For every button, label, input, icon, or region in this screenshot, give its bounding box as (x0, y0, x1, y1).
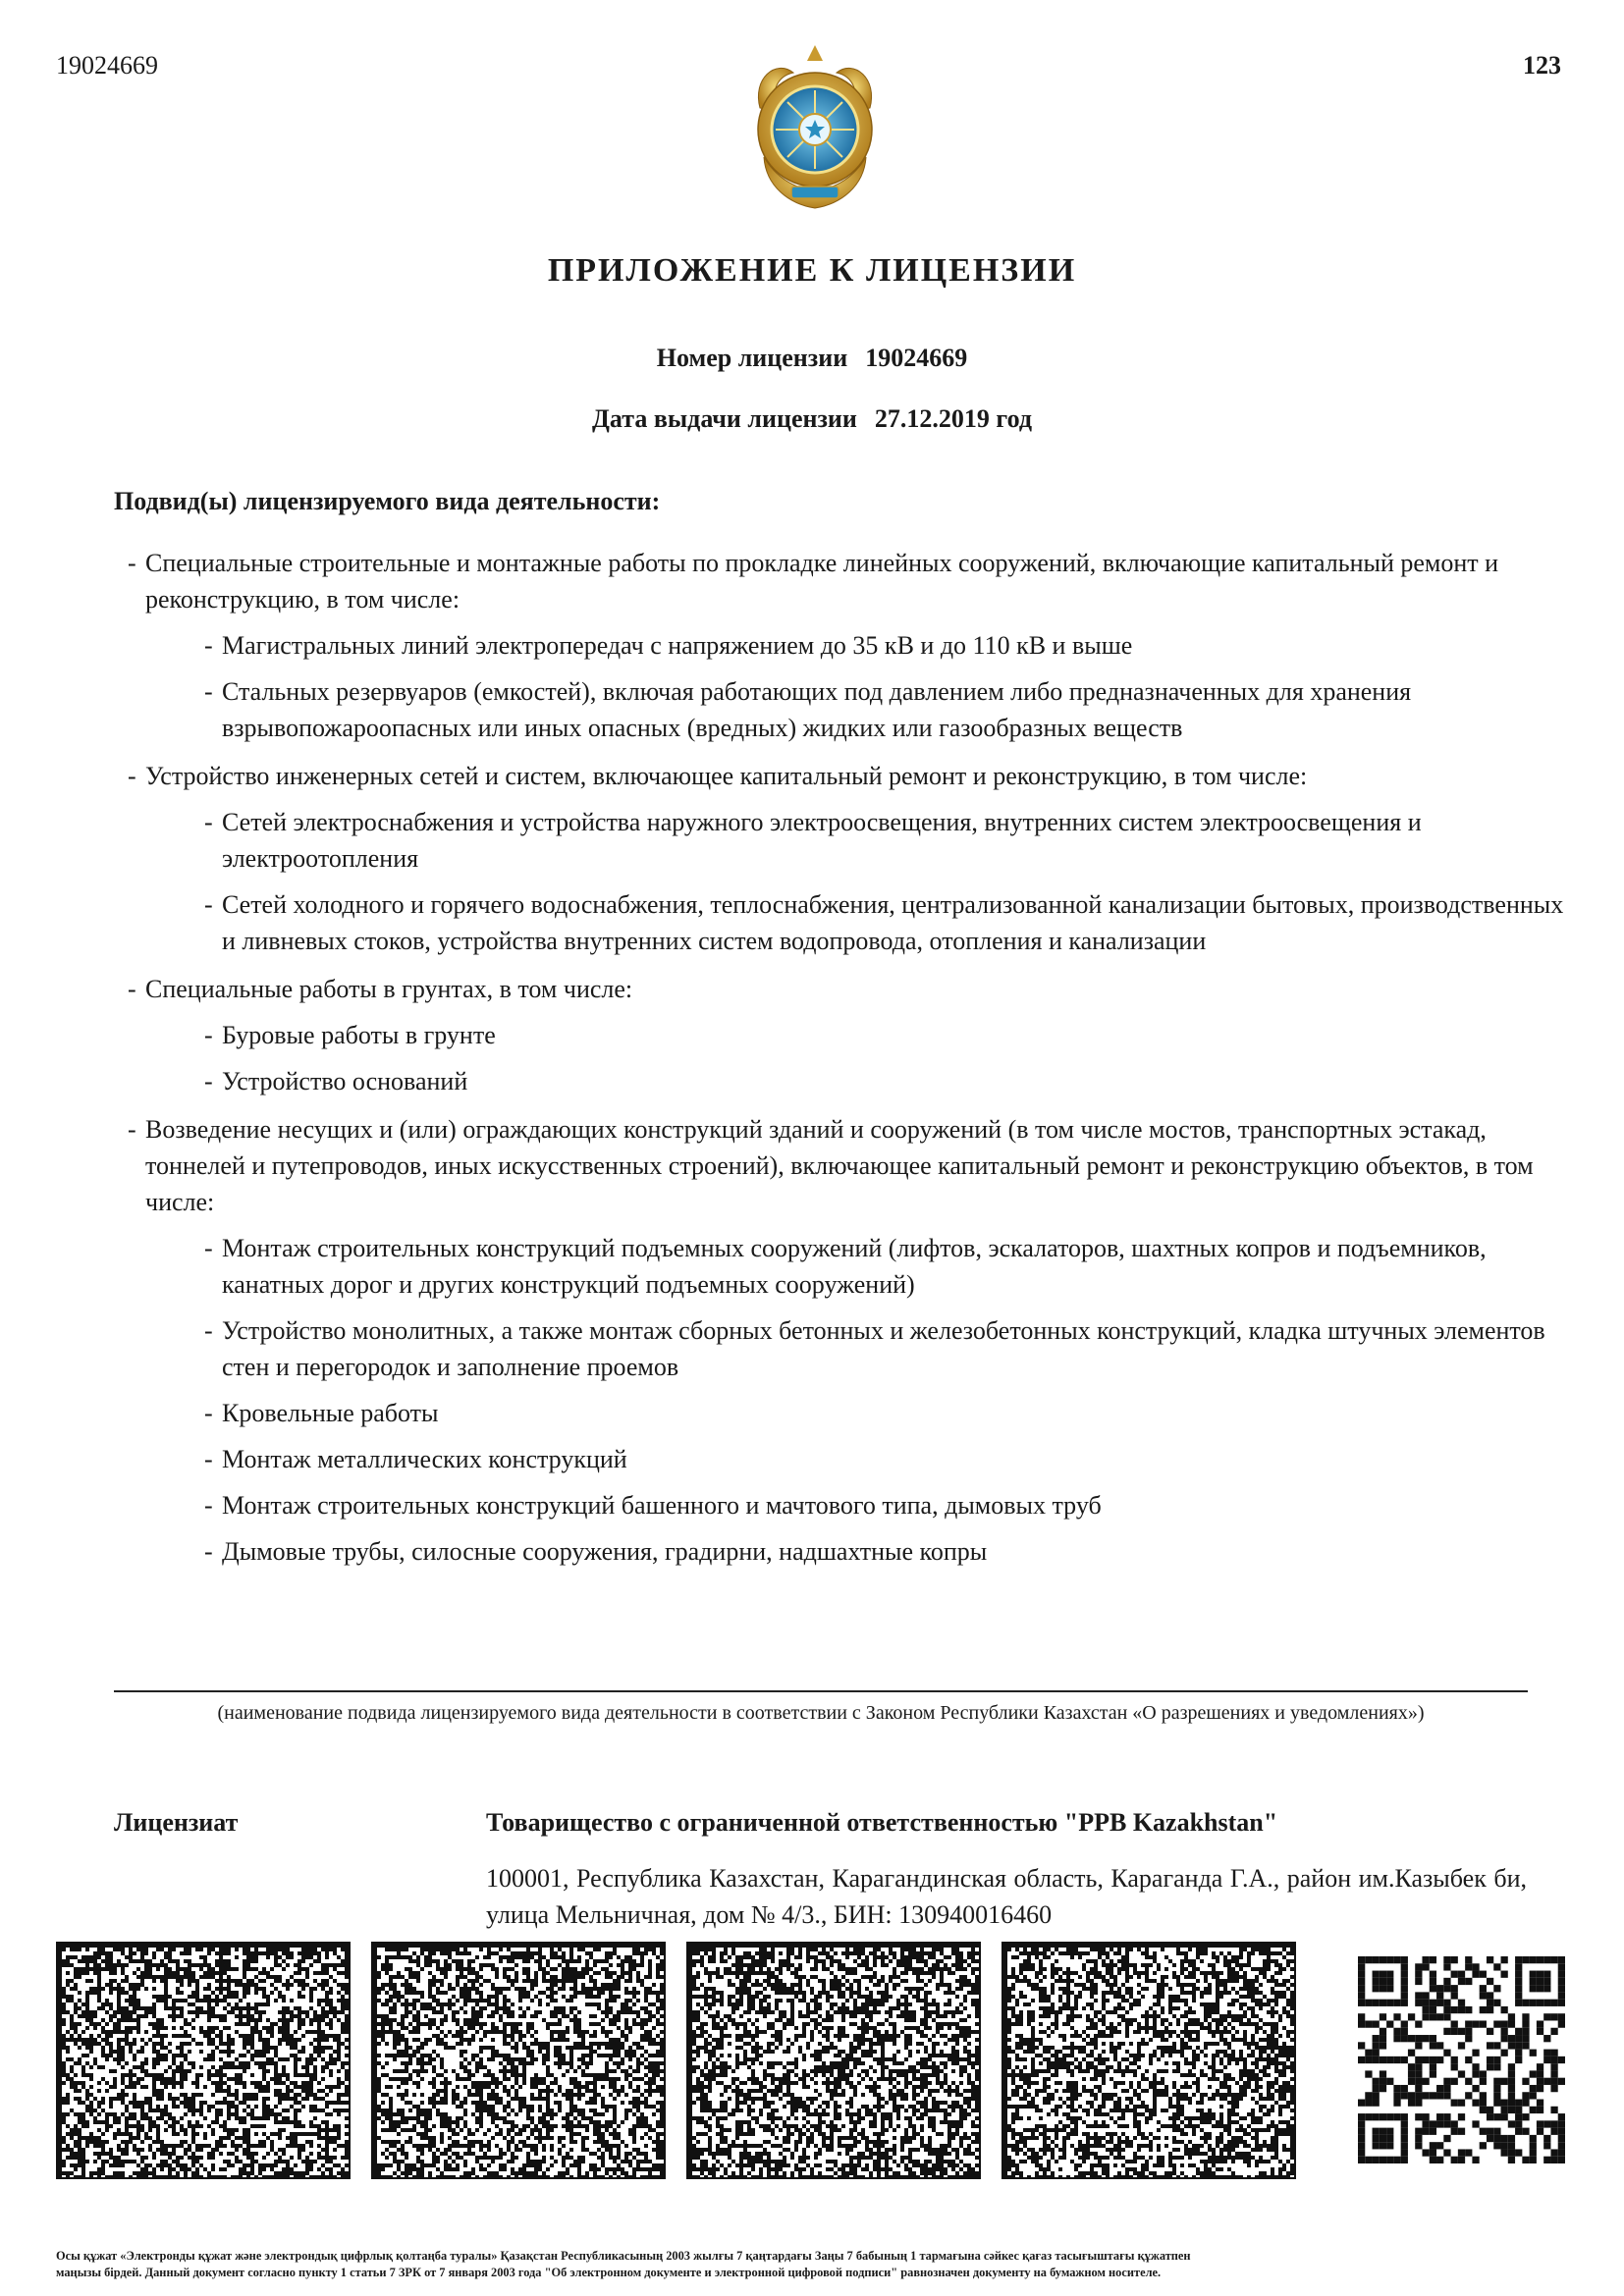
document-number: 19024669 (56, 51, 158, 80)
state-emblem-icon (746, 39, 884, 221)
datamatrix-code-icon (686, 1942, 981, 2179)
activity-subitem: - Сетей холодного и горячего водоснабжения, теплоснабжения, централизованной канализации бытовых, производственных и ливневых стоков, устройства внутренних систем водопровода, отопления и канализации (204, 886, 1581, 959)
divider-line (114, 1690, 1528, 1692)
activity-item (128, 971, 1581, 1099)
page-number: 123 (1523, 51, 1561, 80)
licensee-address: 100001, Республика Казахстан, Карагандинская область, Караганда Г.А., район им.Казыбек би, улица Мельничная, дом № 4/3., БИН: 130940016460 (486, 1864, 1527, 1929)
footer-disclaimer (56, 2248, 1588, 2281)
license-number-line (0, 344, 1624, 373)
activity-subitem: - Монтаж металлических конструкций (204, 1441, 1581, 1477)
activity-text: - Специальные строительные и монтажные работы по прокладке линейных сооружений, включающие капитальный ремонт и реконструкцию, в том числе: (145, 549, 1499, 614)
section-title: Подвид(ы) лицензируемого вида деятельности: (114, 487, 661, 515)
activity-list (128, 545, 1581, 1581)
issue-date-line (0, 404, 1624, 434)
activity-item (128, 545, 1581, 746)
activity-note: (наименование подвида лицензируемого вида деятельности в соответствии с Законом Республики Казахстан «О разрешениях и уведомлениях») (217, 1702, 1425, 1724)
footer-line-1: Осы құжат «Электронды құжат және электрондық цифрлық қолтаңба туралы» Қазақстан Республикасының 2003 жылғы 7 қаңтардағы Заңы 7 бабының 1 тармағына сәйкес қағаз тасығыштағы құжатпен (56, 2249, 1191, 2263)
license-number-label: Номер лицензии (656, 344, 848, 372)
activity-item (128, 1111, 1581, 1570)
activity-subitem: - Монтаж строительных конструкций башенного и мачтового типа, дымовых труб (204, 1487, 1581, 1523)
activity-subitem: - Магистральных линий электропередач с напряжением до 35 кВ и до 110 кВ и выше (204, 627, 1581, 664)
footer-line-2: маңызы бірдей. Данный документ согласно пункту 1 статьи 7 ЗРК от 7 января 2003 года "Об электронном документе и электронной цифровой подписи" равнозначен документу на бумажном носителе. (56, 2266, 1162, 2279)
activity-subitem: - Дымовые трубы, силосные сооружения, градирни, надшахтные копры (204, 1533, 1581, 1570)
datamatrix-code-icon (56, 1942, 351, 2179)
qr-code-icon (1358, 1956, 1565, 2163)
license-number-value: 19024669 (865, 344, 968, 372)
licensee-label: Лицензиат (114, 1808, 239, 1837)
activity-text: - Устройство инженерных сетей и систем, включающее капитальный ремонт и реконструкцию, в том числе: (145, 762, 1308, 790)
activity-subitem: - Устройство монолитных, а также монтаж сборных бетонных и железобетонных конструкций, кладка штучных элементов стен и перегородок и заполнение проемов (204, 1312, 1581, 1385)
issue-date-value: 27.12.2019 год (874, 404, 1032, 433)
activity-text: - Специальные работы в грунтах, в том числе: (145, 975, 633, 1003)
datamatrix-code-icon (1001, 1942, 1296, 2179)
activity-item (128, 758, 1581, 959)
datamatrix-code-icon (371, 1942, 666, 2179)
page-title: ПРИЛОЖЕНИЕ К ЛИЦЕНЗИИ (547, 252, 1077, 289)
activity-subitem: - Буровые работы в грунте (204, 1017, 1581, 1053)
licensee-name: Товарищество с ограниченной ответственностью "PPB Kazakhstan" (486, 1808, 1278, 1837)
activity-subitem: - Кровельные работы (204, 1395, 1581, 1431)
activity-text: - Возведение несущих и (или) ограждающих конструкций зданий и сооружений (в том числе мостов, транспортных эстакад, тоннелей и путепроводов, иных искусственных строений), включающее капитальный ремонт и реконструкцию объектов, в том числе: (145, 1115, 1534, 1216)
activity-subitem: - Стальных резервуаров (емкостей), включая работающих под давлением либо предназначенных для хранения взрывопожароопасных или иных опасных (вредных) жидких или газообразных веществ (204, 673, 1581, 746)
activity-subitem: - Устройство оснований (204, 1063, 1581, 1099)
issue-date-label: Дата выдачи лицензии (592, 404, 857, 433)
activity-subitem: - Монтаж строительных конструкций подъемных сооружений (лифтов, эскалаторов, шахтных копров и подъемников, канатных дорог и других конструкций подъемных сооружений) (204, 1230, 1581, 1303)
activity-subitem: - Сетей электроснабжения и устройства наружного электроосвещения, внутренних систем электроосвещения и электроотопления (204, 804, 1581, 877)
